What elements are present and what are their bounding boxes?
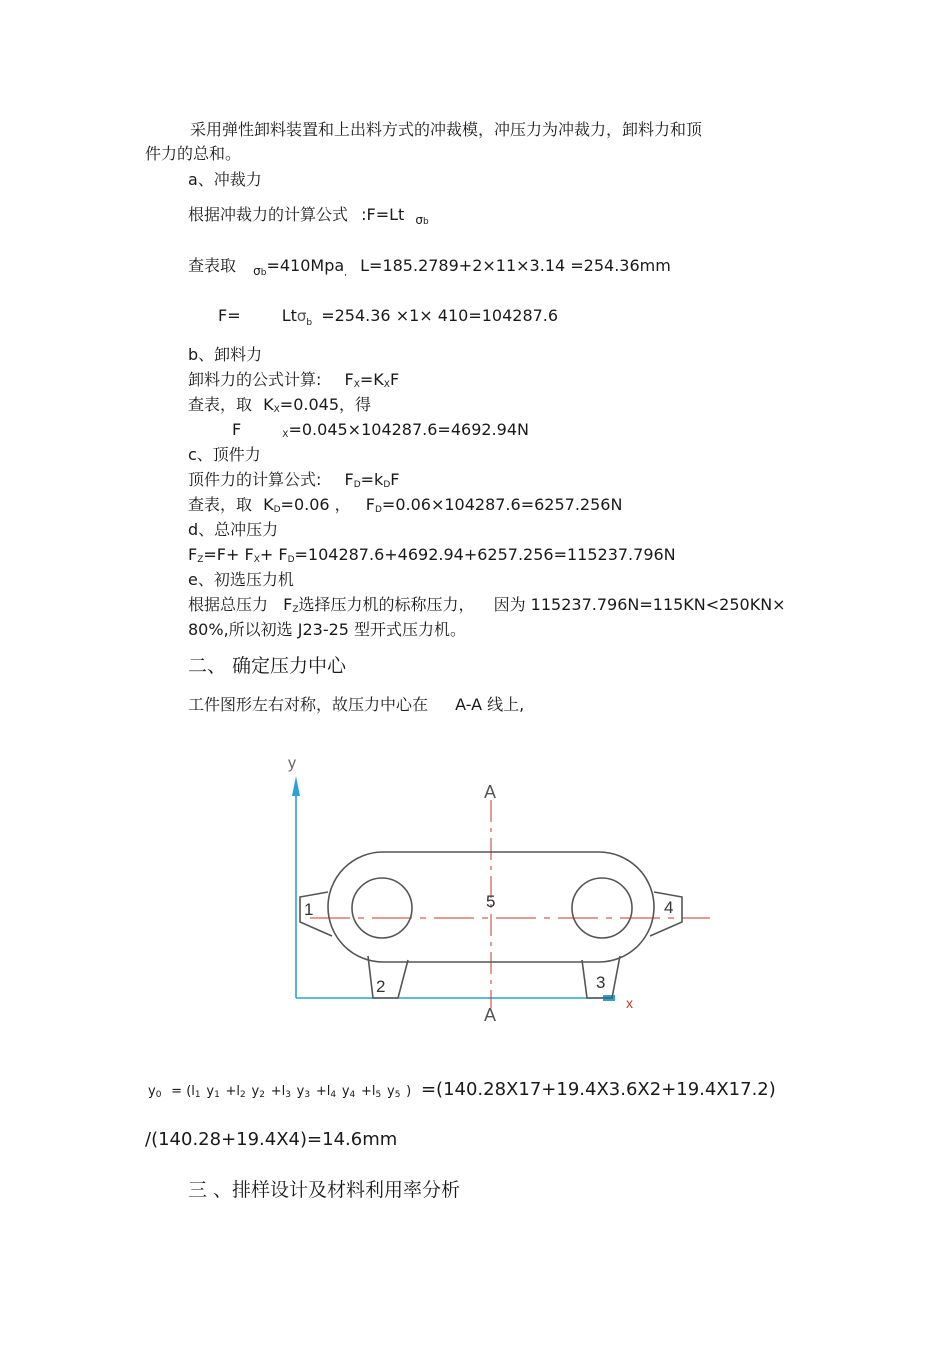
- sigma-subscript: b: [260, 268, 267, 278]
- formula-label: 顶件力的计算公式:: [188, 470, 322, 489]
- region-label-3: 3: [596, 973, 606, 992]
- sigma-symbol: σ: [296, 307, 307, 325]
- f-symbol: F: [365, 495, 375, 514]
- formula-expr: :F=Lt: [361, 205, 405, 224]
- lookup-prefix: 查表取: [188, 256, 237, 275]
- region-label-2: 2: [376, 977, 386, 996]
- section-2-title: 二、 确定压力中心: [188, 655, 347, 677]
- press-selection-1: [188, 595, 786, 620]
- k-value: =0.045，得: [279, 395, 371, 414]
- region-label-1: 1: [304, 900, 314, 919]
- equals-k: =K: [359, 370, 384, 389]
- unload-lookup: [188, 395, 371, 420]
- total-value: =104287.6+4692.94+6257.256=115237.796N: [294, 545, 676, 564]
- f-line: [218, 306, 558, 333]
- operator: +l: [270, 1084, 286, 1099]
- operator: +l: [225, 1084, 241, 1099]
- unload-formula: [188, 370, 399, 395]
- f-symbol: F: [283, 595, 293, 614]
- intro-line-2: 件力的总和。: [145, 144, 242, 163]
- l-subscript: 4: [330, 1090, 337, 1100]
- k-symbol: K: [263, 395, 274, 414]
- section-3-title: 三 、排样设计及材料利用率分析: [188, 1179, 461, 1201]
- section-label-top: A: [484, 782, 497, 802]
- f-symbol: F: [344, 470, 354, 489]
- eject-formula: [188, 470, 399, 495]
- sigma-value: =410Mpa: [266, 256, 345, 275]
- text-a: 工件图形左右对称，故压力中心在: [188, 695, 429, 714]
- f-label: F=: [218, 306, 241, 325]
- heading-a: a、冲裁力: [188, 170, 262, 189]
- sigma-subscript: b: [423, 217, 429, 227]
- y-axis-label: y: [288, 755, 296, 772]
- f-subscript: X: [282, 430, 289, 440]
- y-symbol: y: [386, 1084, 395, 1099]
- f-end: F: [389, 370, 400, 389]
- f-symbol: F: [188, 545, 198, 564]
- heading-b: b、卸料力: [188, 345, 263, 364]
- formula-rhs: =(140.28X17+19.4X3.6X2+19.4X17.2): [420, 1079, 776, 1100]
- y0-subscript: 0: [155, 1090, 162, 1100]
- f-symbol: F: [344, 370, 354, 389]
- sigma-subscript: b: [306, 318, 313, 328]
- y-symbol: y: [251, 1084, 260, 1099]
- fd-subscript: D: [287, 555, 295, 565]
- fx-value: =0.045×104287.6=4692.94N: [288, 420, 529, 439]
- l-subscript: 2: [240, 1090, 246, 1100]
- text-c: 因为 115237.796N=115KN<250KN×: [493, 595, 786, 614]
- comma: ,: [344, 268, 348, 278]
- k-subscript: D: [383, 480, 391, 490]
- y-subscript: 4: [349, 1090, 356, 1100]
- f-subscript: D: [353, 480, 361, 490]
- k-value: =0.06 ，: [280, 495, 351, 514]
- text-b: 选择压力机的标称压力，: [298, 595, 475, 614]
- x-axis-label: x: [626, 995, 633, 1011]
- k-subscript: X: [383, 380, 390, 390]
- heading-c: c、顶件力: [188, 445, 261, 464]
- y-axis-arrow: [292, 776, 300, 796]
- pressure-center-figure: [270, 740, 720, 1030]
- formula-prefix: 根据冲裁力的计算公式: [188, 205, 349, 224]
- y0-symbol: y: [148, 1084, 156, 1099]
- y-symbol: y: [296, 1084, 305, 1099]
- operator: +l: [361, 1084, 376, 1099]
- plus-fd: + F: [259, 545, 288, 564]
- length-value: L=185.2789+2×11×3.14 =254.36mm: [360, 256, 671, 275]
- unload-result: [232, 420, 529, 445]
- y-subscript: 3: [304, 1090, 311, 1100]
- centroid-formula: [148, 1080, 776, 1105]
- y-symbol: y: [341, 1084, 350, 1099]
- y-subscript: 5: [394, 1090, 401, 1100]
- f-lt: Lt: [281, 306, 297, 325]
- region-label-5: 5: [486, 892, 496, 911]
- centroid-result: /(140.28+19.4X4)=14.6mm: [145, 1129, 398, 1150]
- l-subscript: 1: [194, 1090, 201, 1100]
- fd-value: =0.06×104287.6=6257.256N: [381, 495, 623, 514]
- f-subscript: Z: [197, 555, 204, 565]
- sigma-symbol: σ: [415, 213, 423, 227]
- f-subscript: Z: [292, 605, 299, 615]
- region-label-4: 4: [664, 898, 674, 917]
- section-label-bottom: A: [484, 1005, 497, 1025]
- k-subscript: D: [273, 505, 281, 515]
- formula-close: ): [406, 1084, 412, 1099]
- l-subscript: 5: [375, 1090, 382, 1100]
- plus-fx: =F+ F: [203, 545, 254, 564]
- sigma-symbol: σ: [253, 264, 261, 278]
- punch-force-formula: [188, 205, 429, 232]
- y-symbol: y: [206, 1084, 215, 1099]
- fx-subscript: X: [253, 555, 260, 565]
- equals-k: =k: [360, 470, 384, 489]
- press-selection-2: 80%,所以初选 J23-25 型开式压力机。: [188, 620, 467, 639]
- heading-e: e、初选压力机: [188, 570, 294, 589]
- f-value: =254.36 ×1× 410=104287.6: [321, 306, 559, 325]
- f-symbol: F: [232, 420, 242, 439]
- text-b: A-A 线上,: [455, 695, 525, 714]
- intro-line-1: 采用弹性卸料装置和上出料方式的冲裁模，冲压力为冲裁力，卸料力和顶: [190, 120, 703, 139]
- text-a: 根据总压力: [188, 595, 269, 614]
- f-end: F: [390, 470, 400, 489]
- total-force: [188, 545, 676, 570]
- lookup-line: [188, 256, 671, 283]
- heading-d: d、总冲压力: [188, 520, 279, 539]
- formula-open: = (l: [171, 1084, 195, 1099]
- formula-label: 卸料力的公式计算:: [188, 370, 322, 389]
- lookup-text: 查表，取: [188, 395, 253, 414]
- y-subscript: 1: [214, 1090, 220, 1100]
- k-subscript: X: [273, 405, 280, 415]
- operator: +l: [315, 1084, 331, 1099]
- l-subscript: 3: [285, 1090, 291, 1100]
- y-subscript: 2: [259, 1090, 265, 1100]
- k-symbol: K: [263, 495, 274, 514]
- f-subscript: D: [374, 505, 382, 515]
- lookup-text: 查表，取: [188, 495, 253, 514]
- section-2-text: [188, 695, 524, 715]
- eject-lookup: [188, 495, 622, 520]
- f-subscript: X: [353, 380, 360, 390]
